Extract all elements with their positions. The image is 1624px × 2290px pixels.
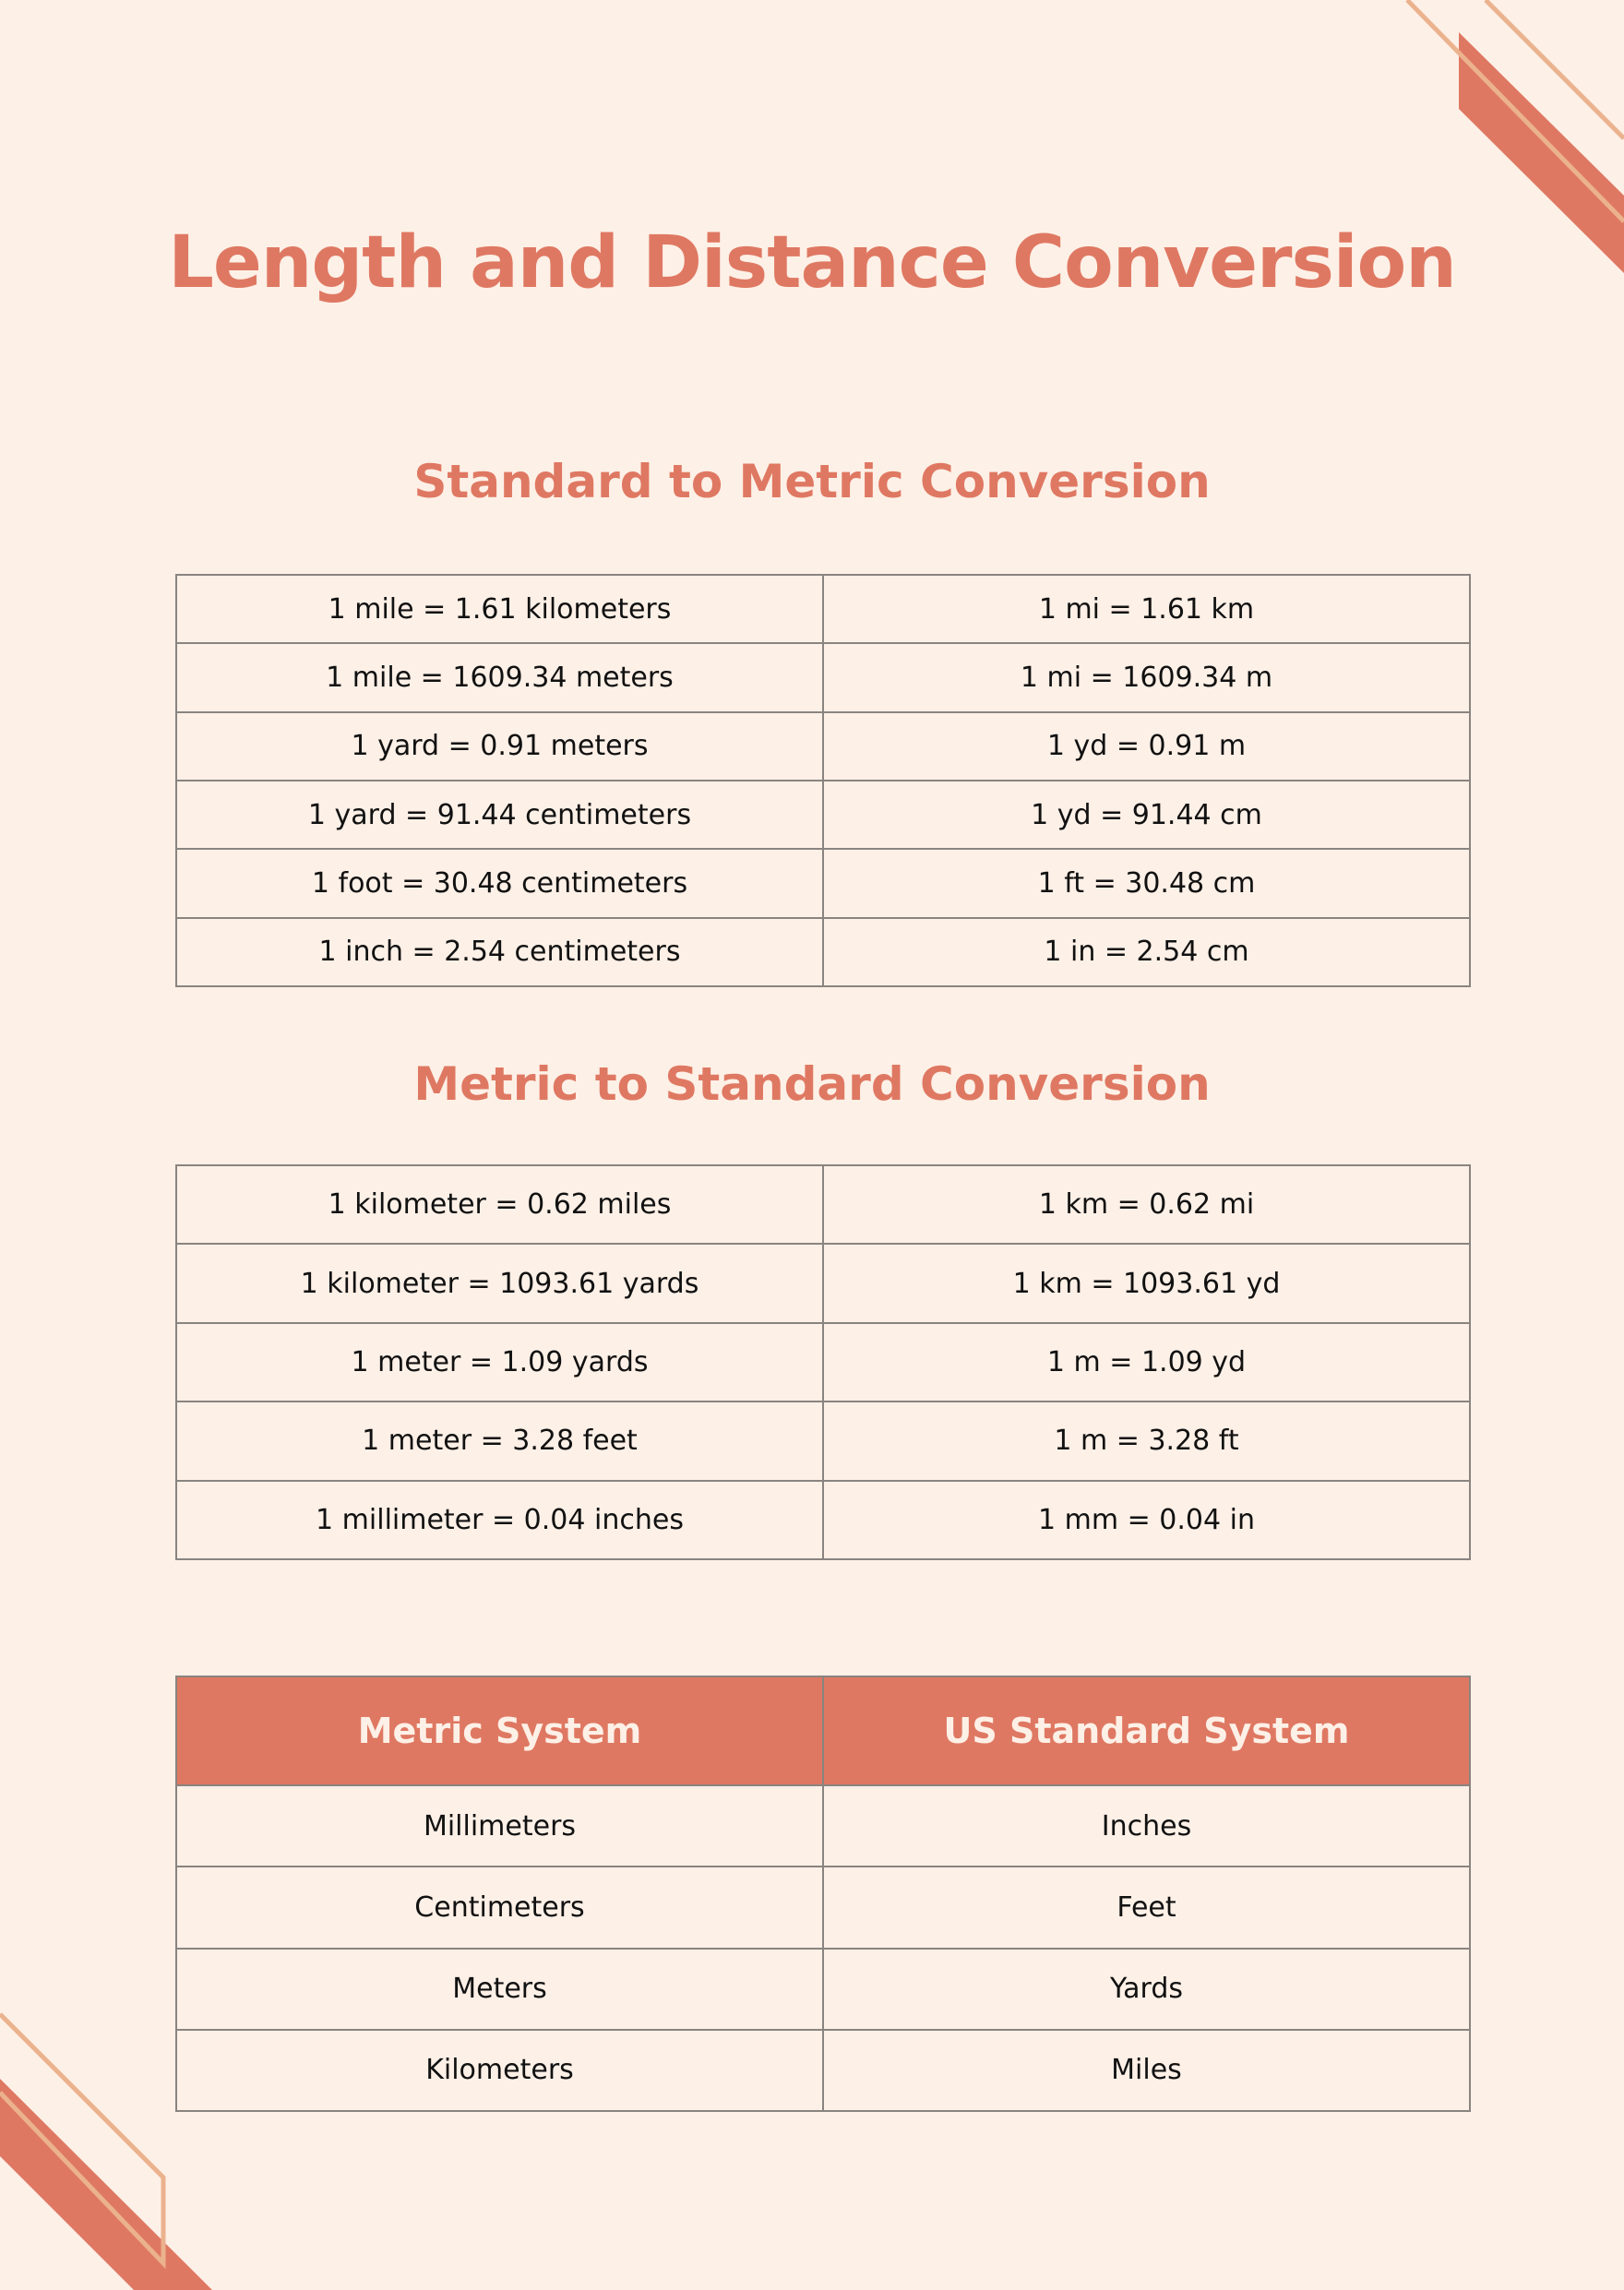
standard-to-metric-table	[175, 574, 1471, 987]
table-row	[176, 712, 1470, 781]
table-cell: 1 mm = 0.04 in	[823, 1481, 1470, 1559]
table-cell: Yards	[823, 1949, 1470, 2030]
top-right-line	[1407, 0, 1624, 221]
table-row	[176, 849, 1470, 917]
table-row	[176, 1867, 1470, 1948]
table-cell: 1 kilometer = 0.62 miles	[176, 1165, 823, 1244]
table-cell: Inches	[823, 1785, 1470, 1867]
table-row	[176, 1481, 1470, 1559]
table-row	[176, 781, 1470, 849]
table-row	[176, 1949, 1470, 2030]
page-title: Length and Distance Conversion	[168, 221, 1456, 304]
table-cell: 1 yd = 91.44 cm	[823, 781, 1470, 849]
table-cell: 1 in = 2.54 cm	[823, 918, 1470, 986]
table-row	[176, 918, 1470, 986]
table-cell: 1 foot = 30.48 centimeters	[176, 849, 823, 917]
header-us-standard-system: US Standard System	[823, 1676, 1470, 1785]
table-row	[176, 575, 1470, 643]
table-cell: 1 mile = 1609.34 meters	[176, 643, 823, 711]
metric-to-standard-table	[175, 1164, 1471, 1560]
table-cell: 1 kilometer = 1093.61 yards	[176, 1244, 823, 1322]
table-cell: 1 yd = 0.91 m	[823, 712, 1470, 781]
table-cell: Millimeters	[176, 1785, 823, 1867]
table-cell: 1 meter = 3.28 feet	[176, 1401, 823, 1480]
section-heading-standard-to-metric: Standard to Metric Conversion	[413, 455, 1211, 508]
table-cell: Kilometers	[176, 2030, 823, 2111]
table-cell: 1 ft = 30.48 cm	[823, 849, 1470, 917]
table-cell: 1 yard = 91.44 centimeters	[176, 781, 823, 849]
table-cell: 1 km = 1093.61 yd	[823, 1244, 1470, 1322]
table-cell: Centimeters	[176, 1867, 823, 1948]
top-right-line	[1486, 0, 1624, 138]
table-cell: 1 mile = 1.61 kilometers	[176, 575, 823, 643]
table-cell: 1 inch = 2.54 centimeters	[176, 918, 823, 986]
bottom-left-outline	[0, 2014, 163, 2263]
table-cell: 1 km = 0.62 mi	[823, 1165, 1470, 1244]
table-cell: Feet	[823, 1867, 1470, 1948]
table-cell: 1 meter = 1.09 yards	[176, 1323, 823, 1401]
table-row	[176, 1401, 1470, 1480]
header-metric-system: Metric System	[176, 1676, 823, 1785]
table-cell: Meters	[176, 1949, 823, 2030]
section-heading-metric-to-standard: Metric to Standard Conversion	[413, 1057, 1211, 1111]
table-cell: 1 m = 3.28 ft	[823, 1401, 1470, 1480]
systems-table	[175, 1676, 1471, 2112]
table-cell: 1 mi = 1609.34 m	[823, 643, 1470, 711]
table-cell: Miles	[823, 2030, 1470, 2111]
table-cell: 1 mi = 1.61 km	[823, 575, 1470, 643]
table-row	[176, 643, 1470, 711]
table-cell: 1 m = 1.09 yd	[823, 1323, 1470, 1401]
table-row	[176, 2030, 1470, 2111]
table-cell: 1 millimeter = 0.04 inches	[176, 1481, 823, 1559]
table-row	[176, 1785, 1470, 1867]
table-row	[176, 1165, 1470, 1244]
table-row	[176, 1323, 1470, 1401]
table-row	[176, 1244, 1470, 1322]
table-header-row	[176, 1676, 1470, 1785]
table-cell: 1 yard = 0.91 meters	[176, 712, 823, 781]
